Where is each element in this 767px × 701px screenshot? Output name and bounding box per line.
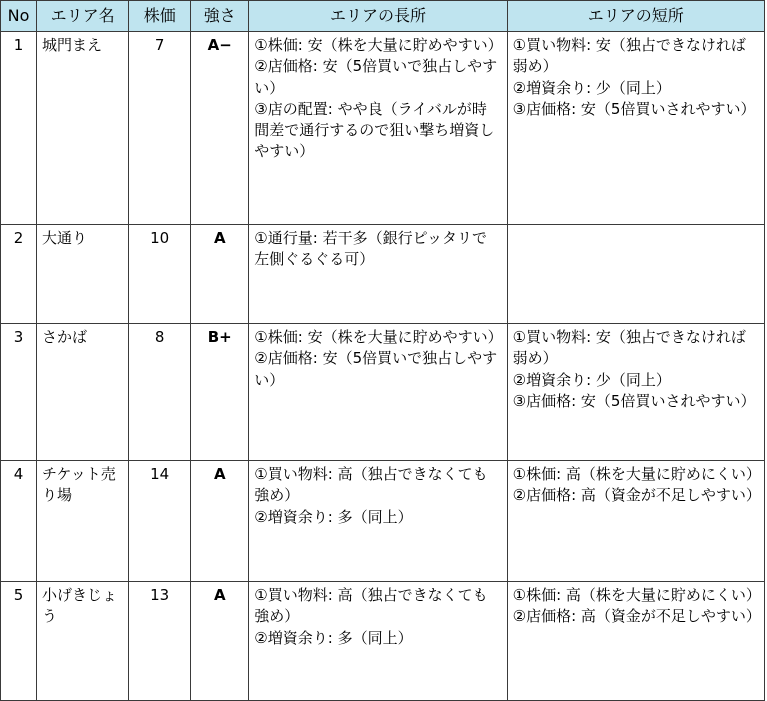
cell-area-name: 大通り bbox=[37, 225, 129, 324]
pros-item: ②店価格: 安（5倍買いで独占しやすい） bbox=[254, 57, 498, 97]
pros-item: ①株価: 安（株を大量に貯めやすい） bbox=[254, 328, 503, 346]
cons-item: ②増資余り: 少（同上） bbox=[512, 78, 671, 97]
table-row bbox=[1, 225, 765, 324]
table-body bbox=[1, 32, 765, 701]
cell-pros bbox=[249, 225, 507, 324]
cell-area-name: 城門まえ bbox=[37, 32, 129, 225]
column-header-strength: 強さ bbox=[191, 1, 249, 32]
pros-item: ①通行量: 若干多（銀行ピッタリで左側ぐるぐる可） bbox=[254, 229, 487, 269]
cell-cons bbox=[507, 582, 764, 701]
cell-pros bbox=[249, 32, 507, 225]
cell-cons bbox=[507, 32, 764, 225]
cell-no: 3 bbox=[1, 324, 37, 461]
cell-strength: A bbox=[191, 461, 249, 582]
cons-item: ②店価格: 高（資金が不足しやすい） bbox=[512, 486, 761, 505]
pros-item: ③店の配置: やや良（ライバルが時間差で通行するので狙い撃ち増資しやすい） bbox=[254, 99, 495, 161]
column-header-pros: エリアの長所 bbox=[249, 1, 507, 32]
table-header bbox=[1, 1, 765, 32]
cell-stock-price: 7 bbox=[129, 32, 191, 225]
cons-item: ①買い物料: 安（独占できなければ弱め） bbox=[512, 36, 746, 76]
cell-pros bbox=[249, 324, 507, 461]
cons-item: ②店価格: 高（資金が不足しやすい） bbox=[512, 607, 761, 626]
cell-no: 1 bbox=[1, 32, 37, 225]
cell-cons bbox=[507, 324, 764, 461]
cell-no: 4 bbox=[1, 461, 37, 582]
pros-item: ①買い物料: 高（独占できなくても強め） bbox=[254, 586, 488, 626]
cons-item: ③店価格: 安（5倍買いされやすい） bbox=[512, 99, 756, 118]
pros-item: ②店価格: 安（5倍買いで独占しやすい） bbox=[254, 349, 498, 389]
cell-stock-price: 14 bbox=[129, 461, 191, 582]
cell-stock-price: 13 bbox=[129, 582, 191, 701]
table-row bbox=[1, 324, 765, 461]
cell-area-name: チケット売り場 bbox=[37, 461, 129, 582]
column-header-no: No bbox=[1, 1, 37, 32]
column-header-cons: エリアの短所 bbox=[507, 1, 764, 32]
cell-strength: A− bbox=[191, 32, 249, 225]
cell-area-name: さかば bbox=[37, 324, 129, 461]
cell-no: 5 bbox=[1, 582, 37, 701]
cons-item: ①買い物料: 安（独占できなければ弱め） bbox=[512, 328, 746, 368]
cell-no: 2 bbox=[1, 225, 37, 324]
cell-cons bbox=[507, 461, 764, 582]
cell-pros bbox=[249, 461, 507, 582]
cell-cons bbox=[507, 225, 764, 324]
cell-strength: A bbox=[191, 582, 249, 701]
column-header-stock-price: 株価 bbox=[129, 1, 191, 32]
column-header-area-name: エリア名 bbox=[37, 1, 129, 32]
cons-item: ①株価: 高（株を大量に貯めにくい） bbox=[512, 586, 761, 604]
cell-strength: A bbox=[191, 225, 249, 324]
cons-item: ②増資余り: 少（同上） bbox=[512, 370, 671, 389]
cons-item: ①株価: 高（株を大量に貯めにくい） bbox=[512, 465, 761, 483]
cell-area-name: 小げきじょう bbox=[37, 582, 129, 701]
cons-item: ③店価格: 安（5倍買いされやすい） bbox=[512, 391, 756, 410]
pros-item: ①株価: 安（株を大量に貯めやすい） bbox=[254, 36, 503, 54]
table-row bbox=[1, 461, 765, 582]
pros-item: ②増資余り: 多（同上） bbox=[254, 628, 413, 647]
cell-strength: B+ bbox=[191, 324, 249, 461]
cell-stock-price: 8 bbox=[129, 324, 191, 461]
cell-pros bbox=[249, 582, 507, 701]
pros-item: ②増資余り: 多（同上） bbox=[254, 507, 413, 526]
table-row bbox=[1, 582, 765, 701]
table-header-row bbox=[1, 1, 765, 32]
table-row bbox=[1, 32, 765, 225]
cell-stock-price: 10 bbox=[129, 225, 191, 324]
pros-item: ①買い物料: 高（独占できなくても強め） bbox=[254, 465, 488, 505]
